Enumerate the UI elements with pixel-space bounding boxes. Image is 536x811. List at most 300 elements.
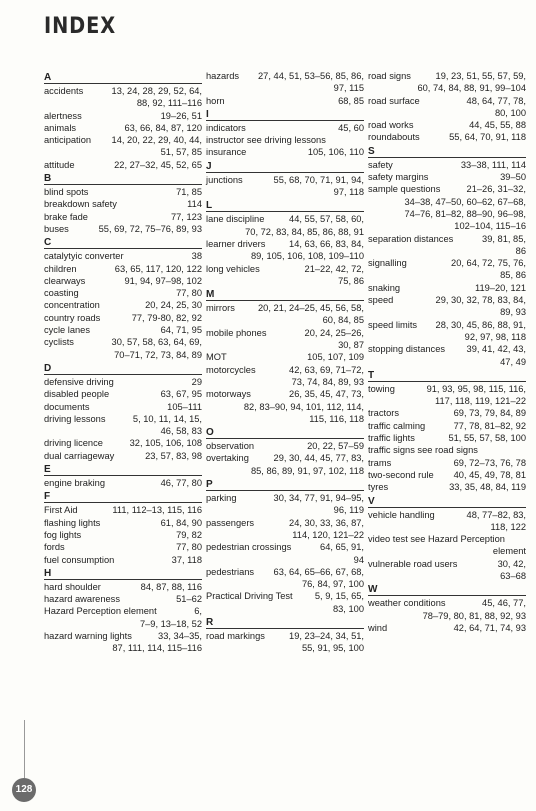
index-pages: 30, 42, [497, 558, 526, 569]
index-term: overtaking [206, 453, 249, 464]
index-term: indicators [206, 122, 246, 133]
index-term: alertness [44, 110, 82, 121]
index-pages-continued: 73, 74, 84, 89, 93 [291, 376, 364, 387]
index-entry [368, 509, 526, 521]
index-pages: 39, 41, 42, 43, [466, 344, 526, 355]
index-term: video test see Hazard Perception [368, 534, 505, 545]
index-entry [368, 233, 526, 245]
index-pages: 42, 64, 71, 74, 93 [453, 622, 526, 633]
index-entry [206, 590, 364, 602]
index-term: lane discipline [206, 214, 265, 225]
index-term: First Aid [44, 505, 78, 516]
index-pages: 55, 64, 70, 91, 118 [449, 132, 526, 143]
index-pages: 105, 107, 109 [307, 352, 364, 363]
index-pages: 105, 106, 110 [307, 147, 364, 158]
index-pages: 111, 112–13, 115, 116 [112, 505, 202, 516]
index-entry [368, 481, 526, 493]
index-term: insurance [206, 147, 247, 158]
index-letter-heading: F [44, 491, 202, 503]
index-entry [206, 302, 364, 314]
index-term: road works [368, 120, 414, 131]
index-pages: 64, 71, 95 [160, 325, 202, 336]
index-term: safety margins [368, 172, 429, 183]
index-pages: 71, 85 [176, 187, 202, 198]
index-entry [44, 554, 202, 566]
index-term: vehicle handling [368, 509, 435, 520]
index-entry [44, 263, 202, 275]
index-entry [44, 450, 202, 462]
index-pages: 33, 35, 48, 84, 119 [449, 482, 526, 493]
index-pages-continued: 92, 97, 98, 118 [464, 331, 526, 342]
index-entry [206, 452, 364, 464]
index-pages-continued: 51, 57, 85 [160, 147, 202, 158]
index-term: cyclists [44, 337, 74, 348]
index-term: passengers [206, 517, 255, 528]
index-pages: 68, 85 [338, 95, 364, 106]
index-pages: 5, 9, 15, 65, [314, 591, 364, 602]
index-pages-continued: 80, 100 [494, 107, 526, 118]
index-entry [44, 287, 202, 299]
index-entry [368, 469, 526, 481]
index-term: vulnerable road users [368, 558, 458, 569]
index-entry [44, 159, 202, 171]
index-pages [478, 444, 526, 456]
index-term: stopping distances [368, 344, 446, 355]
index-term: country roads [44, 312, 101, 323]
index-entry [368, 119, 526, 131]
index-pages-continued: 74–76, 81–82, 88–90, 96–98, [404, 208, 526, 219]
index-pages-continued: 34–38, 47–50, 60–62, 67–68, [404, 196, 526, 207]
index-entry [368, 95, 526, 107]
index-pages: 44, 45, 55, 88 [469, 120, 526, 131]
index-entry [44, 517, 202, 529]
index-pages [505, 533, 526, 545]
index-entry [368, 407, 526, 419]
index-entry [44, 477, 202, 489]
index-entry [44, 376, 202, 388]
index-letter-heading: E [44, 464, 202, 476]
index-entry [44, 529, 202, 541]
index-entry [206, 541, 364, 553]
index-term: concentration [44, 300, 100, 311]
index-entry [44, 630, 202, 642]
index-entry [368, 131, 526, 143]
index-pages: 64, 65, 91, [320, 542, 364, 553]
page-title: INDEX [44, 14, 117, 39]
index-term: animals [44, 122, 77, 133]
index-pages: 45, 46, 77, [482, 598, 526, 609]
index-pages: 39–50 [500, 172, 526, 183]
index-pages: 61, 84, 90 [160, 517, 202, 528]
index-pages: 20, 24, 25–26, [304, 327, 364, 338]
index-pages: 33, 34–35, [158, 630, 202, 641]
index-term: traffic signs see road signs [368, 445, 478, 456]
index-pages-continued: 86 [515, 245, 526, 256]
index-entry [44, 186, 202, 198]
index-pages: 19, 23–24, 34, 51, [289, 630, 364, 641]
index-pages-continued: 117, 118, 119, 121–22 [435, 396, 526, 407]
index-term: buses [44, 223, 69, 234]
index-entry [44, 211, 202, 223]
index-pages-continued: 70–71, 72, 73, 84, 89 [114, 349, 202, 360]
index-term: engine braking [44, 478, 105, 489]
index-entry [368, 383, 526, 395]
index-pages: 14, 20, 22, 29, 40, 44, [111, 135, 202, 146]
index-pages: 6, [194, 606, 202, 617]
index-entry [368, 533, 526, 545]
index-entry [206, 263, 364, 275]
index-pages: 24, 30, 33, 36, 87, [289, 517, 364, 528]
index-pages: 26, 35, 45, 47, 73, [289, 389, 364, 400]
index-pages: 63, 64, 65–66, 67, 68, [273, 566, 364, 577]
index-pages-continued: 102–104, 115–16 [454, 221, 526, 232]
index-pages: 33–38, 111, 114 [460, 159, 526, 170]
index-entry [44, 134, 202, 146]
index-term: catalytyic converter [44, 251, 124, 262]
index-pages-continued: 76, 84, 97, 100 [301, 579, 364, 590]
index-pages: 32, 105, 106, 108 [129, 438, 202, 449]
index-term: towing [368, 383, 395, 394]
index-entry [368, 183, 526, 195]
index-pages: 38 [191, 251, 202, 262]
index-entry [44, 110, 202, 122]
index-term: defensive driving [44, 376, 114, 387]
index-entry [368, 257, 526, 269]
index-letter-heading: R [206, 617, 364, 629]
index-entry [368, 319, 526, 331]
index-entry [44, 250, 202, 262]
index-pages: 84, 87, 88, 116 [140, 581, 202, 592]
index-pages: 28, 30, 45, 86, 88, 91, [435, 319, 526, 330]
index-entry [44, 413, 202, 425]
index-term: horn [206, 95, 225, 106]
index-pages: 40, 45, 49, 78, 81 [453, 469, 526, 480]
index-term: sample questions [368, 184, 441, 195]
index-term: driving licence [44, 438, 103, 449]
index-entry [44, 581, 202, 593]
index-entry [206, 517, 364, 529]
index-term: separation distances [368, 233, 454, 244]
index-pages: 29, 30, 44, 45, 77, 83, [273, 453, 364, 464]
index-pages-continued: 118, 122 [490, 521, 526, 532]
index-term: hazard warning lights [44, 630, 132, 641]
index-term: Hazard Perception element [44, 606, 157, 617]
index-entry [206, 440, 364, 452]
index-term: children [44, 263, 77, 274]
index-term: Practical Driving Test [206, 591, 293, 602]
index-pages: 77, 79-80, 82, 92 [131, 312, 202, 323]
index-term: disabled people [44, 389, 110, 400]
index-term: parking [206, 493, 237, 504]
index-term: hazard awareness [44, 594, 120, 605]
index-entry [206, 134, 364, 146]
index-term: tractors [368, 408, 399, 419]
index-column-1 [44, 70, 202, 655]
index-term: signalling [368, 258, 407, 269]
index-pages-continued: 60, 84, 85 [322, 315, 364, 326]
index-entry [206, 146, 364, 158]
index-term: motorways [206, 389, 251, 400]
index-term: hazards [206, 71, 240, 81]
index-term: flashing lights [44, 517, 101, 528]
index-pages: 20, 21, 24–25, 45, 56, 58, [258, 303, 364, 314]
index-term: pedestrians [206, 566, 255, 577]
index-entry [368, 343, 526, 355]
page-number-badge: 128 [12, 778, 36, 802]
index-pages-continued: 55, 91, 95, 100 [301, 643, 364, 654]
index-letter-heading: B [44, 173, 202, 185]
index-pages-continued: 83, 100 [332, 603, 364, 614]
index-entry [368, 171, 526, 183]
index-pages: 119–20, 121 [474, 282, 526, 293]
index-pages: 23, 57, 83, 98 [145, 450, 202, 461]
index-entry [206, 388, 364, 400]
index-term: breakdown safety [44, 199, 117, 210]
index-letter-heading: A [44, 72, 202, 84]
index-term: learner drivers [206, 238, 266, 249]
index-term: fog lights [44, 529, 82, 540]
index-pages: 63, 67, 95 [160, 389, 202, 400]
index-entry [206, 630, 364, 642]
index-entry [368, 294, 526, 306]
index-term: roundabouts [368, 132, 420, 143]
index-term: dual carriageway [44, 450, 115, 461]
index-term: traffic calming [368, 420, 426, 431]
index-pages: 77, 80 [176, 542, 202, 553]
index-pages-continued: 89, 105, 106, 108, 109–110 [250, 251, 364, 262]
index-entry [368, 457, 526, 469]
index-term: instructor see driving lessons [206, 135, 326, 146]
index-term: MOT [206, 352, 227, 363]
index-letter-heading: W [368, 584, 526, 596]
index-pages: 20, 64, 72, 75, 76, [451, 258, 526, 269]
index-pages [326, 134, 364, 146]
index-pages-continued: 94 [353, 554, 364, 565]
index-entry [44, 593, 202, 605]
index-entry [206, 351, 364, 363]
index-entry [206, 327, 364, 339]
index-pages-continued: 97, 115 [333, 83, 364, 94]
index-entry [206, 492, 364, 504]
index-pages: 39, 81, 85, [482, 233, 526, 244]
index-term: clearways [44, 275, 86, 286]
index-entry [44, 299, 202, 311]
index-letter-heading: C [44, 237, 202, 249]
index-pages-continued: 89, 93 [500, 307, 526, 318]
index-term: road signs [368, 71, 411, 81]
index-term: long vehicles [206, 263, 260, 274]
index-pages: 14, 63, 66, 83, 84, [289, 238, 364, 249]
index-term: weather conditions [368, 598, 446, 609]
index-term: documents [44, 401, 90, 412]
index-entry [206, 238, 364, 250]
index-pages: 79, 82 [176, 529, 202, 540]
index-entry [206, 122, 364, 134]
index-entry [368, 282, 526, 294]
index-entry [368, 70, 526, 82]
index-letter-heading: V [368, 496, 526, 508]
index-pages: 55, 69, 72, 75–76, 89, 93 [98, 223, 202, 234]
index-letter-heading: M [206, 289, 364, 301]
index-pages: 44, 55, 57, 58, 60, [289, 214, 364, 225]
index-pages: 30, 34, 77, 91, 94–95, [273, 493, 364, 504]
index-pages: 77, 123 [170, 211, 202, 222]
index-term: motorcycles [206, 364, 256, 375]
index-pages: 20, 24, 25, 30 [145, 300, 202, 311]
index-entry [44, 85, 202, 97]
index-letter-heading: S [368, 146, 526, 158]
index-pages-continued: 85, 86 [500, 270, 526, 281]
index-entry [44, 324, 202, 336]
index-pages: 69, 72–73, 76, 78 [453, 457, 526, 468]
index-term: hard shoulder [44, 581, 101, 592]
index-term: fords [44, 542, 65, 553]
index-entry [44, 504, 202, 516]
index-pages-continued: 60, 74, 84, 88, 91, 99–104 [417, 83, 526, 94]
index-term: road surface [368, 95, 420, 106]
index-letter-heading: D [44, 363, 202, 375]
index-pages: 69, 73, 79, 84, 89 [453, 408, 526, 419]
index-letter-heading: H [44, 568, 202, 580]
index-pages-continued: 114, 120, 121–22 [292, 529, 364, 540]
index-pages-continued: 70, 72, 83, 84, 85, 86, 88, 91 [245, 226, 364, 237]
index-pages: 51–62 [176, 594, 202, 605]
index-pages-continued: 78–79, 80, 81, 88, 92, 93 [422, 610, 526, 621]
index-entry [206, 566, 364, 578]
index-term: attitude [44, 159, 75, 170]
index-entry [206, 213, 364, 225]
index-pages: 114 [187, 199, 202, 210]
index-pages: 91, 94, 97–98, 102 [124, 275, 202, 286]
index-term: two-second rule [368, 469, 434, 480]
index-pages: 63, 66, 84, 87, 120 [124, 122, 202, 133]
index-pages: 21–22, 42, 72, [304, 263, 364, 274]
index-entry [368, 622, 526, 634]
index-pages: 63, 65, 117, 120, 122 [114, 263, 202, 274]
index-entry [44, 605, 202, 617]
index-term: road markings [206, 630, 265, 641]
index-term: blind spots [44, 187, 89, 198]
index-term: pedestrian crossings [206, 542, 292, 553]
index-pages: 91, 93, 95, 98, 115, 116, [426, 383, 526, 394]
index-term: coasting [44, 288, 79, 299]
index-pages: 21–26, 31–32, [466, 184, 526, 195]
index-pages-continued: 46, 58, 83 [160, 426, 202, 437]
index-entry [206, 70, 364, 82]
index-pages-continued: 88, 92, 111–116 [136, 98, 202, 109]
index-entry [44, 388, 202, 400]
index-letter-heading: L [206, 200, 364, 212]
index-entry [44, 401, 202, 413]
index-pages-continued: 7–9, 13–18, 52 [139, 618, 202, 629]
index-pages: 37, 118 [171, 554, 202, 565]
index-pages: 46, 77, 80 [160, 478, 202, 489]
index-pages: 27, 44, 51, 53–56, 85, 86, [258, 71, 364, 81]
index-column-2 [206, 70, 364, 655]
index-term: trams [368, 457, 392, 468]
index-term: observation [206, 441, 255, 452]
index-entry [368, 420, 526, 432]
index-entry [44, 122, 202, 134]
index-term: mirrors [206, 303, 235, 314]
index-letter-heading: J [206, 161, 364, 173]
index-term: tyres [368, 482, 389, 493]
index-entry [44, 198, 202, 210]
index-entry [368, 159, 526, 171]
page-margin-rule [24, 720, 25, 778]
index-entry [368, 444, 526, 456]
index-letter-heading: I [206, 109, 364, 121]
index-pages: 45, 60 [338, 122, 364, 133]
index-pages: 105–111 [167, 401, 202, 412]
index-pages-continued: 87, 111, 114, 115–116 [112, 643, 202, 654]
index-pages: 29 [191, 376, 202, 387]
index-term: accidents [44, 86, 84, 96]
index-column-3 [368, 70, 526, 634]
index-pages-continued: 97, 118 [333, 187, 364, 198]
index-entry [44, 336, 202, 348]
index-pages: 48, 77–82, 83, [466, 509, 526, 520]
index-pages-continued: 63–68 [500, 570, 526, 581]
index-pages: 5, 10, 11, 14, 15, [132, 413, 202, 424]
index-pages: 51, 55, 57, 58, 100 [448, 433, 526, 444]
index-entry [368, 597, 526, 609]
index-pages-continued: 82, 83–90, 94, 101, 112, 114, [243, 401, 364, 412]
index-pages: 13, 24, 28, 29, 52, 64, [111, 86, 202, 96]
index-letter-heading: P [206, 479, 364, 491]
index-term: wind [368, 622, 388, 633]
index-letter-heading: O [206, 427, 364, 439]
index-pages: 20, 22, 57–59 [307, 441, 364, 452]
index-pages: 55, 68, 70, 71, 91, 94, [273, 174, 364, 185]
index-pages: 48, 64, 77, 78, [466, 95, 526, 106]
index-pages: 19, 23, 51, 55, 57, 59, [435, 71, 526, 81]
index-letter-heading: T [368, 370, 526, 382]
index-entry [206, 174, 364, 186]
index-pages: 19–26, 51 [160, 110, 202, 121]
index-pages: 77, 78, 81–82, 92 [453, 420, 526, 431]
index-pages-continued: 96, 119 [333, 505, 364, 516]
index-entry [44, 541, 202, 553]
index-pages: 29, 30, 32, 78, 83, 84, [435, 295, 526, 306]
index-entry [44, 437, 202, 449]
index-pages: 30, 57, 58, 63, 64, 69, [111, 337, 202, 348]
index-term: speed limits [368, 319, 418, 330]
index-pages-continued: element [492, 546, 526, 557]
index-term: driving lessons [44, 413, 106, 424]
index-entry [44, 312, 202, 324]
index-term: snaking [368, 282, 401, 293]
index-term: safety [368, 159, 393, 170]
index-entry [44, 223, 202, 235]
index-pages: 22, 27–32, 45, 52, 65 [114, 159, 202, 170]
index-term: fuel consumption [44, 554, 115, 565]
index-pages-continued: 75, 86 [338, 275, 364, 286]
index-pages-continued: 47, 49 [500, 356, 526, 367]
index-term: mobile phones [206, 327, 267, 338]
index-pages: 77, 80 [176, 288, 202, 299]
index-term: speed [368, 295, 394, 306]
index-term: brake fade [44, 211, 88, 222]
index-pages-continued: 85, 86, 89, 91, 97, 102, 118 [250, 465, 364, 476]
index-pages-continued: 30, 87 [338, 340, 364, 351]
index-term: junctions [206, 174, 243, 185]
index-entry [206, 95, 364, 107]
index-entry [368, 558, 526, 570]
index-pages-continued: 115, 116, 118 [309, 413, 364, 424]
index-entry [206, 364, 364, 376]
index-entry [368, 432, 526, 444]
